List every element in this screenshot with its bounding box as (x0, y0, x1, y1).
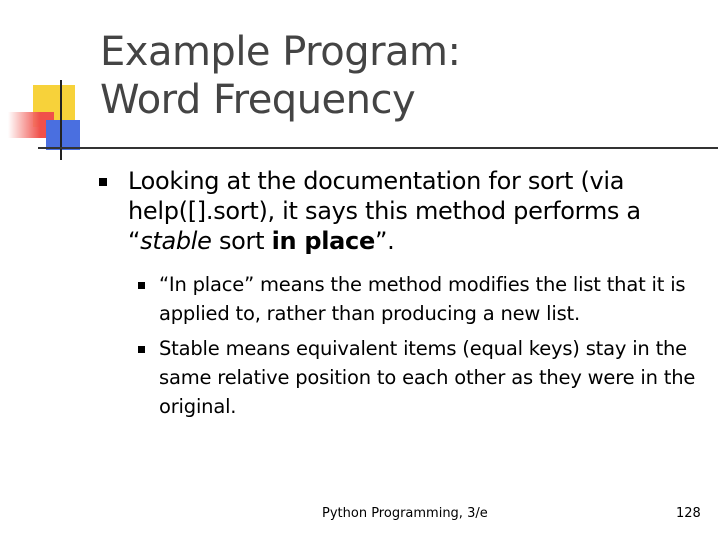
subbullet-in-place: “In place” means the method modifies the list that it is applied to, rather than producing a new list. (159, 273, 686, 325)
subbullet-square-icon (138, 282, 145, 289)
title-line-2: Word Frequency (100, 77, 416, 123)
title-line-1: Example Program: (100, 29, 461, 75)
decoration-blue-square (46, 120, 80, 150)
slide-title (100, 28, 461, 124)
page-number: 128 (676, 506, 701, 521)
decoration-horizontal-line (38, 147, 718, 149)
subbullet-square-icon (138, 346, 145, 353)
bullet-main (128, 166, 698, 256)
bullet-main-bold: in place (271, 227, 375, 255)
bullet-square-icon (99, 178, 107, 186)
bullet-main-text-3: ”. (374, 227, 395, 255)
bullet-main-text-1: Looking at the documentation for sort (via help([].sort), it says this method performs a “ (128, 167, 641, 255)
footer-text: Python Programming, 3/e (322, 506, 488, 521)
bullet-main-text-2: sort (211, 227, 272, 255)
subbullet-stable: Stable means equivalent items (equal keys) stay in the same relative position to each other as they were in the original. (159, 337, 696, 418)
bullet-main-italic: stable (140, 227, 212, 255)
